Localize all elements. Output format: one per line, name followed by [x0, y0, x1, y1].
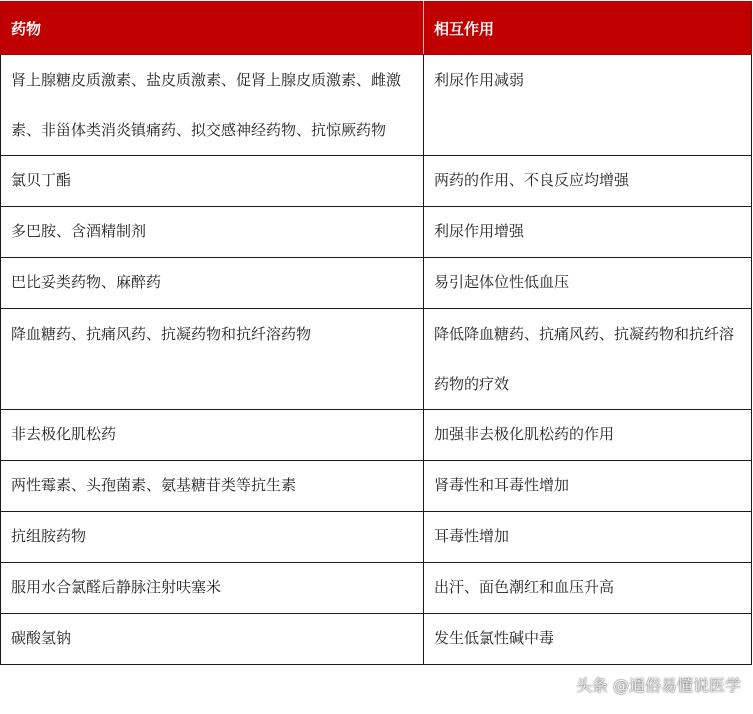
drug-interaction-table: [0, 1, 752, 665]
watermark: [576, 673, 741, 696]
table-row: [1, 410, 752, 461]
header-drug: 药物: [1, 2, 424, 55]
table-row: [1, 258, 752, 309]
interaction-cell: 降低降血糖药、抗痛风药、抗凝药物和抗纤溶药物的疗效: [424, 309, 752, 410]
drug-cell: 抗组胺药物: [1, 512, 424, 563]
drug-cell: 肾上腺糖皮质激素、盐皮质激素、促肾上腺皮质激素、雌激素、非甾体类消炎镇痛药、拟交感神经药物、抗惊厥药物: [1, 55, 424, 156]
interaction-cell: 两药的作用、不良反应均增强: [424, 156, 752, 207]
interaction-cell: 利尿作用增强: [424, 207, 752, 258]
table-row: [1, 156, 752, 207]
table-header-row: [1, 2, 752, 55]
interaction-cell: 加强非去极化肌松药的作用: [424, 410, 752, 461]
interaction-cell: 耳毒性增加: [424, 512, 752, 563]
interaction-cell: 发生低氯性碱中毒: [424, 614, 752, 665]
watermark-text: 头条 @通俗易懂说医学: [575, 676, 741, 695]
drug-cell: 巴比妥类药物、麻醉药: [1, 258, 424, 309]
drug-cell: 服用水合氯醛后静脉注射呋塞米: [1, 563, 424, 614]
table-row: [1, 563, 752, 614]
table-row: [1, 207, 752, 258]
header-interaction: 相互作用: [424, 2, 752, 55]
table-row: [1, 55, 752, 156]
table-row: [1, 512, 752, 563]
table-row: [1, 461, 752, 512]
interaction-cell: 出汗、面色潮红和血压升高: [424, 563, 752, 614]
drug-cell: 氯贝丁酯: [1, 156, 424, 207]
table-row: [1, 614, 752, 665]
interaction-cell: 易引起体位性低血压: [424, 258, 752, 309]
drug-cell: 降血糖药、抗痛风药、抗凝药物和抗纤溶药物: [1, 309, 424, 410]
table-row: [1, 309, 752, 410]
drug-cell: 碳酸氢钠: [1, 614, 424, 665]
drug-cell: 多巴胺、含酒精制剂: [1, 207, 424, 258]
drug-cell: 非去极化肌松药: [1, 410, 424, 461]
interaction-cell: 肾毒性和耳毒性增加: [424, 461, 752, 512]
drug-cell: 两性霉素、头孢菌素、氨基糖苷类等抗生素: [1, 461, 424, 512]
interaction-cell: 利尿作用减弱: [424, 55, 752, 156]
